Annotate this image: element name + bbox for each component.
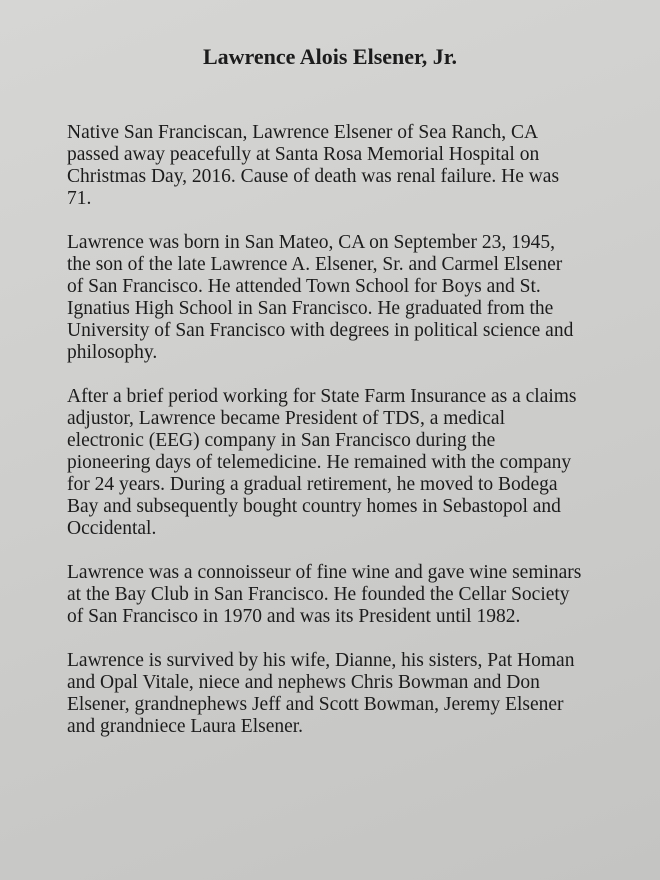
text-line: Bay and subsequently bought country homes in Sebastopol and <box>67 496 561 517</box>
text-line: Lawrence was born in San Mateo, CA on September 23, 1945, <box>67 232 555 253</box>
text-line: University of San Francisco with degrees in political science and <box>67 320 574 341</box>
text-line: the son of the late Lawrence A. Elsener, Sr. and Carmel Elsener <box>67 254 563 275</box>
text-line: and grandniece Laura Elsener. <box>67 716 304 737</box>
text-line: Lawrence is survived by his wife, Dianne, his sisters, Pat Homan <box>67 650 575 671</box>
text-line: philosophy. <box>67 342 158 363</box>
document-body <box>67 122 581 760</box>
text-line: Ignatius High School in San Francisco. He graduated from the <box>67 298 554 319</box>
text-line: 71. <box>67 188 92 209</box>
text-line: of San Francisco. He attended Town School for Boys and St. <box>67 276 541 297</box>
paragraph <box>67 650 581 738</box>
text-line: pioneering days of telemedicine. He remained with the company <box>67 452 572 473</box>
text-line: Native San Franciscan, Lawrence Elsener of Sea Ranch, CA <box>67 122 539 143</box>
text-line: Occidental. <box>67 518 157 539</box>
text-line: After a brief period working for State Farm Insurance as a claims <box>67 386 577 407</box>
text-line: Christmas Day, 2016. Cause of death was renal failure. He was <box>67 166 560 187</box>
paragraph <box>67 232 581 364</box>
text-line: Lawrence was a connoisseur of fine wine and gave wine seminars <box>67 562 582 583</box>
text-line: adjustor, Lawrence became President of TDS, a medical <box>67 408 505 429</box>
text-line: and Opal Vitale, niece and nephews Chris Bowman and Don <box>67 672 540 693</box>
paragraph <box>67 562 581 628</box>
text-line: passed away peacefully at Santa Rosa Memorial Hospital on <box>67 144 540 165</box>
text-line: electronic (EEG) company in San Francisco during the <box>67 430 496 451</box>
paragraph <box>67 386 581 540</box>
text-line: of San Francisco in 1970 and was its President until 1982. <box>67 606 521 627</box>
text-line: at the Bay Club in San Francisco. He founded the Cellar Society <box>67 584 570 605</box>
document-title: Lawrence Alois Elsener, Jr. <box>202 44 458 69</box>
text-line: Elsener, grandnephews Jeff and Scott Bowman, Jeremy Elsener <box>67 694 564 715</box>
paragraph <box>67 122 581 210</box>
text-line: for 24 years. During a gradual retirement, he moved to Bodega <box>67 474 558 495</box>
